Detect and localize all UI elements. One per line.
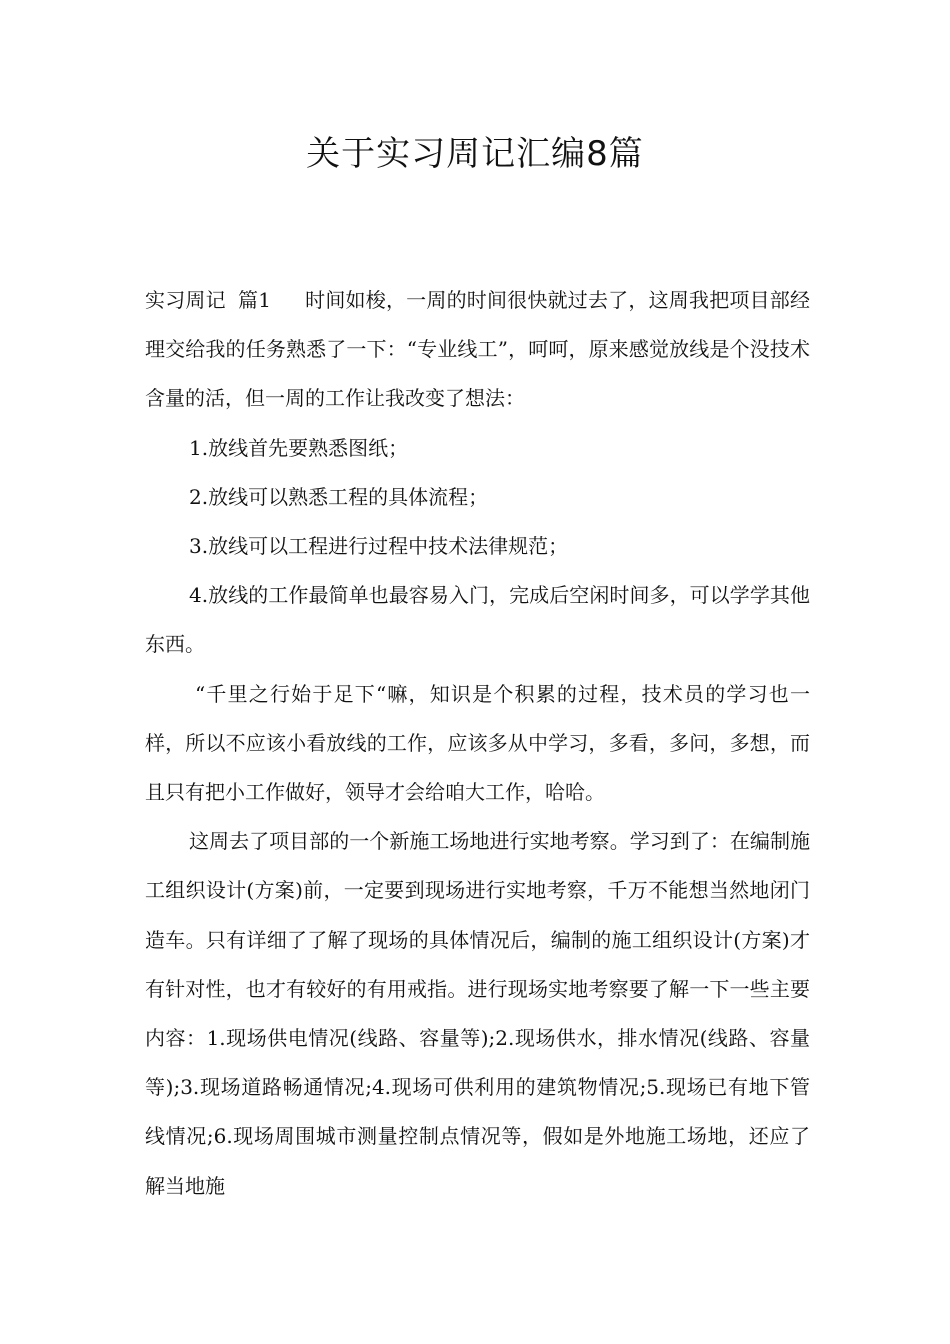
paragraph-intro [145,276,810,424]
paragraph-site-survey: 这周去了项目部的一个新施工场地进行实地考察。学习到了：在编制施工组织设计(方案)前，一定要到现场进行实地考察，千万不能想当然地闭门造车。只有详细了了解了现场的具体情况后，编制的施工组织设计(方案)才有针对性，也才有较好的有用戒指。进行现场实地考察要了解一下一些主要内容：1.现场供电情况(线路、容量等);2.现场供水，排水情况(线路、容量等);3.现场道路畅通情况;4.现场可供利用的建筑物情况;5.现场已有地下管线情况;6.现场周围城市测量控制点情况等，假如是外地施工场地，还应了解当地施 [145,829,810,1198]
document-title: 关于实习周记汇编8篇 [306,134,644,174]
paragraph-text: 时间如梭，一周的时间很快就过去了，这周我把项目部经理交给我的任务熟悉了一下：“专业线工”，呵呵，原来感觉放线是个没技术含量的活，但一周的工作让我改变了想法： [145,288,811,411]
list-item-4: 4.放线的工作最简单也最容易入门，完成后空闲时间多，可以学学其他东西。 [145,583,810,657]
section-heading-label: 实习周记 [145,288,226,312]
document-body [145,276,810,1211]
paragraph-quote: “千里之行始于足下“嘛，知识是个积累的过程，技术员的学习也一样，所以不应该小看放线的工作，应该多从中学习，多看，多问，多想，而且只有把小工作做好，领导才会给咱大工作，哈哈。 [145,681,810,805]
section-heading-number: 篇1 [237,288,271,312]
list-item-3: 3.放线可以工程进行过程中技术法律规范； [189,534,569,559]
list-item-2: 2.放线可以熟悉工程的具体流程； [189,484,489,509]
list-item-1: 1.放线首先要熟悉图纸； [189,435,409,460]
